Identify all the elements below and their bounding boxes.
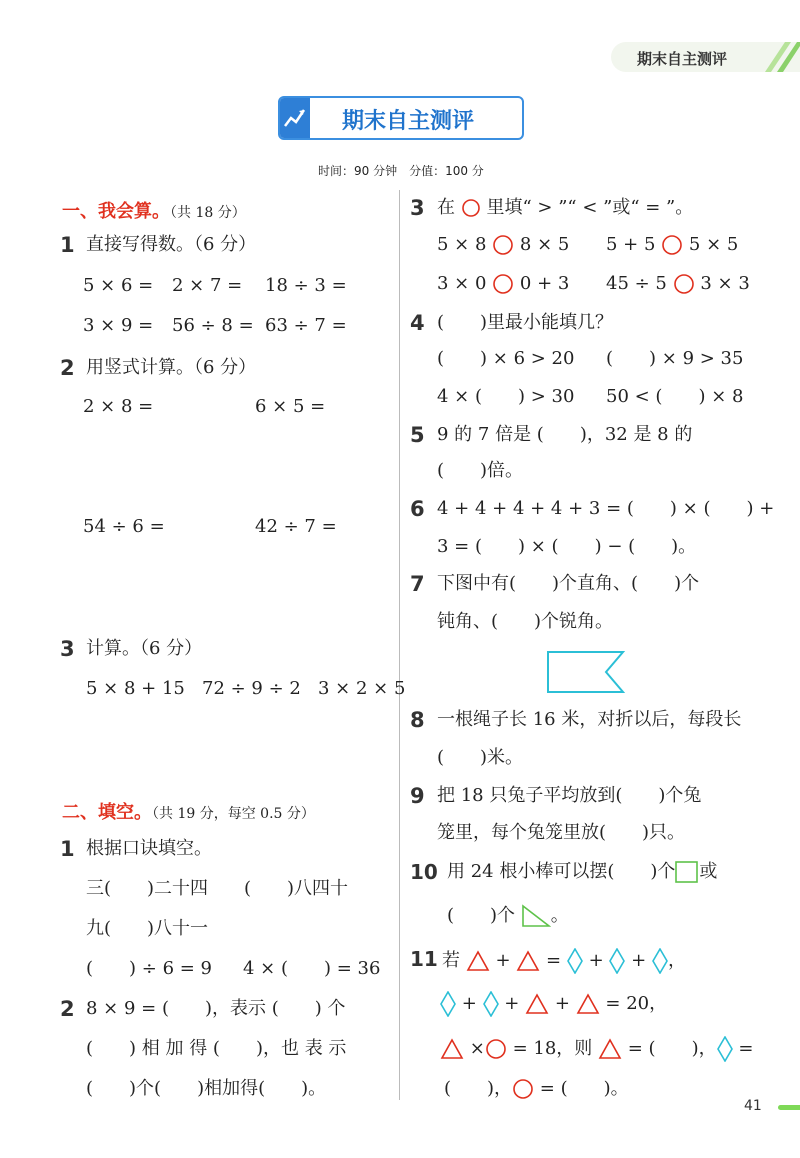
- flag-shape-figure: [546, 650, 626, 694]
- f2-line: ( ) 相 加 得 ( )，也 表 示: [86, 1038, 347, 1059]
- r-q8-line: ( )米。: [437, 747, 524, 768]
- q3-item: 3 × 2 × 5: [318, 678, 406, 699]
- r-q4-number: 4: [410, 311, 425, 335]
- triangle-icon: [525, 993, 549, 1015]
- r-q8-number: 8: [410, 708, 425, 732]
- r-q11-text: = 18，则: [512, 1038, 593, 1059]
- q3-item: 5 × 8 + 15: [86, 678, 185, 699]
- r-q3-item: [437, 273, 569, 295]
- r-q10-line: [447, 904, 569, 928]
- section-1-title-text: 一、我会算。: [62, 201, 170, 222]
- r-q3-right: 8 × 5: [519, 234, 570, 255]
- diamond-icon: [717, 1036, 733, 1062]
- q1-item: 56 ÷ 8 =: [172, 315, 254, 336]
- r-q3-title: [437, 197, 693, 219]
- triangle-icon: [576, 993, 600, 1015]
- section-1-sub: （共 18 分）: [170, 205, 246, 221]
- r-q5-line: ( )倍。: [437, 460, 524, 481]
- q2-item: 42 ÷ 7 =: [255, 516, 337, 537]
- f1-item: 九( )八十一: [86, 918, 209, 939]
- q3-item: 72 ÷ 9 ÷ 2: [202, 678, 301, 699]
- r-q11-text: ×: [469, 1038, 485, 1059]
- q1-item: 2 × 7 =: [172, 275, 243, 296]
- page-title: 期末自主测评: [342, 109, 475, 134]
- section-2-sub: （共 19 分，每空 0.5 分）: [152, 806, 315, 822]
- answer-circle[interactable]: [492, 234, 514, 256]
- r-q11-text: +: [554, 993, 570, 1014]
- r-q9-line: 把 18 只兔子平均放到( )个兔: [437, 785, 702, 806]
- q1-number: 1: [60, 233, 75, 257]
- r-q4-item: ( ) × 6 > 20: [437, 348, 575, 369]
- diamond-icon: [652, 948, 668, 974]
- r-q11-text: ( )，: [444, 1078, 513, 1099]
- r-q6-line: 4 + 4 + 4 + 4 + 3 = ( ) × ( ) +: [437, 498, 775, 519]
- circle-icon: [461, 198, 481, 218]
- r-q11-text: +: [495, 950, 511, 971]
- section-2-title: [62, 798, 315, 824]
- f2-number: 2: [60, 997, 75, 1021]
- header-tab: [611, 42, 800, 72]
- r-q3-post: 里填“ > ”“ < ”或“ = ”。: [486, 197, 694, 218]
- r-q5-number: 5: [410, 423, 425, 447]
- triangle-icon: [440, 1038, 464, 1060]
- r-q11-text: +: [461, 993, 477, 1014]
- r-q10-text: 。: [550, 905, 569, 926]
- r-q7-line: 下图中有( )个直角、( )个: [437, 573, 700, 594]
- f1-item: 4 × ( ) = 36: [243, 958, 381, 979]
- f1-title: 根据口诀填空。: [86, 838, 212, 859]
- r-q10-text: ( )个: [447, 905, 516, 926]
- f2-line: ( )个( )相加得( )。: [86, 1078, 327, 1099]
- r-q10-text: 或: [699, 861, 718, 882]
- r-q9-line: 笼里，每个兔笼里放( )只。: [437, 822, 686, 843]
- r-q11-text: = ( )。: [539, 1078, 629, 1099]
- q3-title: 计算。（6 分）: [86, 638, 203, 659]
- q2-item: 54 ÷ 6 =: [83, 516, 165, 537]
- circle-icon: [512, 1078, 534, 1100]
- f1-item: 三( )二十四: [86, 878, 209, 899]
- r-q10-text: 用 24 根小棒可以摆( )个: [447, 861, 676, 882]
- circle-icon: [485, 1038, 507, 1060]
- q1-title: 直接写得数。（6 分）: [86, 234, 257, 255]
- q2-title: 用竖式计算。（6 分）: [86, 357, 257, 378]
- q2-item: 2 × 8 =: [83, 396, 154, 417]
- r-q11-text: +: [588, 950, 604, 971]
- r-q11-text: = 20，: [605, 993, 668, 1014]
- r-q4-item: 4 × ( ) > 30: [437, 386, 575, 407]
- r-q10-number: 10: [410, 860, 438, 884]
- r-q6-number: 6: [410, 497, 425, 521]
- q2-number: 2: [60, 356, 75, 380]
- stripes-icon: [751, 42, 800, 72]
- page-number: 41: [744, 1098, 762, 1114]
- triangle-icon: [466, 950, 490, 972]
- r-q4-item: 50 < ( ) × 8: [606, 386, 744, 407]
- diamond-icon: [440, 991, 456, 1017]
- q2-item: 6 × 5 =: [255, 396, 326, 417]
- r-q11-text: = ( )，: [627, 1038, 717, 1059]
- r-q8-line: 一根绳子长 16 米，对折以后，每段长: [437, 709, 742, 730]
- right-triangle-icon: [521, 904, 551, 928]
- r-q7-line: 钝角、( )个锐角。: [437, 611, 614, 632]
- r-q11-text: ，: [667, 950, 686, 971]
- header-tab-label: 期末自主测评: [637, 50, 728, 68]
- r-q3-left: 45 ÷ 5: [606, 273, 667, 294]
- r-q11-line: [440, 991, 667, 1017]
- section-1-title: [62, 197, 246, 223]
- r-q3-item: [606, 234, 738, 256]
- r-q5-line: 9 的 7 倍是 ( )，32 是 8 的: [437, 424, 693, 445]
- q1-item: 63 ÷ 7 =: [265, 315, 347, 336]
- r-q3-right: 0 + 3: [519, 273, 570, 294]
- r-q3-left: 3 × 0: [437, 273, 487, 294]
- r-q9-number: 9: [410, 784, 425, 808]
- r-q7-number: 7: [410, 572, 425, 596]
- r-q11-line: [440, 1036, 753, 1062]
- q1-item: 3 × 9 =: [83, 315, 154, 336]
- triangle-icon: [598, 1038, 622, 1060]
- answer-circle[interactable]: [673, 273, 695, 295]
- r-q11-text: 若: [442, 950, 460, 971]
- r-q10-line: [447, 861, 717, 883]
- answer-circle[interactable]: [492, 273, 514, 295]
- r-q3-number: 3: [410, 196, 425, 220]
- f1-number: 1: [60, 837, 75, 861]
- q1-item: 5 × 6 =: [83, 275, 154, 296]
- r-q11-line: [444, 1078, 629, 1100]
- answer-circle[interactable]: [661, 234, 683, 256]
- r-q3-left: 5 + 5: [606, 234, 656, 255]
- q3-number: 3: [60, 637, 75, 661]
- f1-item: ( ) ÷ 6 = 9: [86, 958, 212, 979]
- exam-info: 时间：90 分钟 分值：100 分: [318, 164, 484, 178]
- diamond-icon: [567, 948, 583, 974]
- r-q3-left: 5 × 8: [437, 234, 487, 255]
- chart-trend-icon: [280, 98, 310, 138]
- page-marker: [778, 1105, 800, 1110]
- r-q3-item: [606, 273, 750, 295]
- r-q3-right: 5 × 5: [688, 234, 739, 255]
- square-icon: [675, 861, 699, 883]
- diamond-icon: [483, 991, 499, 1017]
- triangle-icon: [516, 950, 540, 972]
- r-q11-text: =: [738, 1038, 754, 1059]
- r-q11-number: 11: [410, 947, 438, 971]
- f1-item: ( )八四十: [244, 878, 349, 899]
- q1-item: 18 ÷ 3 =: [265, 275, 347, 296]
- diamond-icon: [609, 948, 625, 974]
- r-q11-line: [442, 948, 686, 974]
- title-box: [278, 96, 524, 140]
- r-q3-right: 3 × 3: [700, 273, 750, 294]
- r-q3-pre: 在: [437, 197, 455, 218]
- r-q11-text: +: [504, 993, 520, 1014]
- r-q4-title: ( )里最小能填几？: [437, 312, 614, 333]
- section-2-title-text: 二、填空。: [62, 802, 152, 823]
- r-q3-item: [437, 234, 569, 256]
- f2-line: 8 × 9 = ( )，表示 ( ) 个: [86, 998, 346, 1019]
- column-divider: [399, 190, 400, 1100]
- r-q11-text: +: [631, 950, 647, 971]
- r-q11-text: =: [546, 950, 562, 971]
- r-q4-item: ( ) × 9 > 35: [606, 348, 744, 369]
- r-q6-line: 3 = ( ) × ( ) − ( )。: [437, 536, 697, 557]
